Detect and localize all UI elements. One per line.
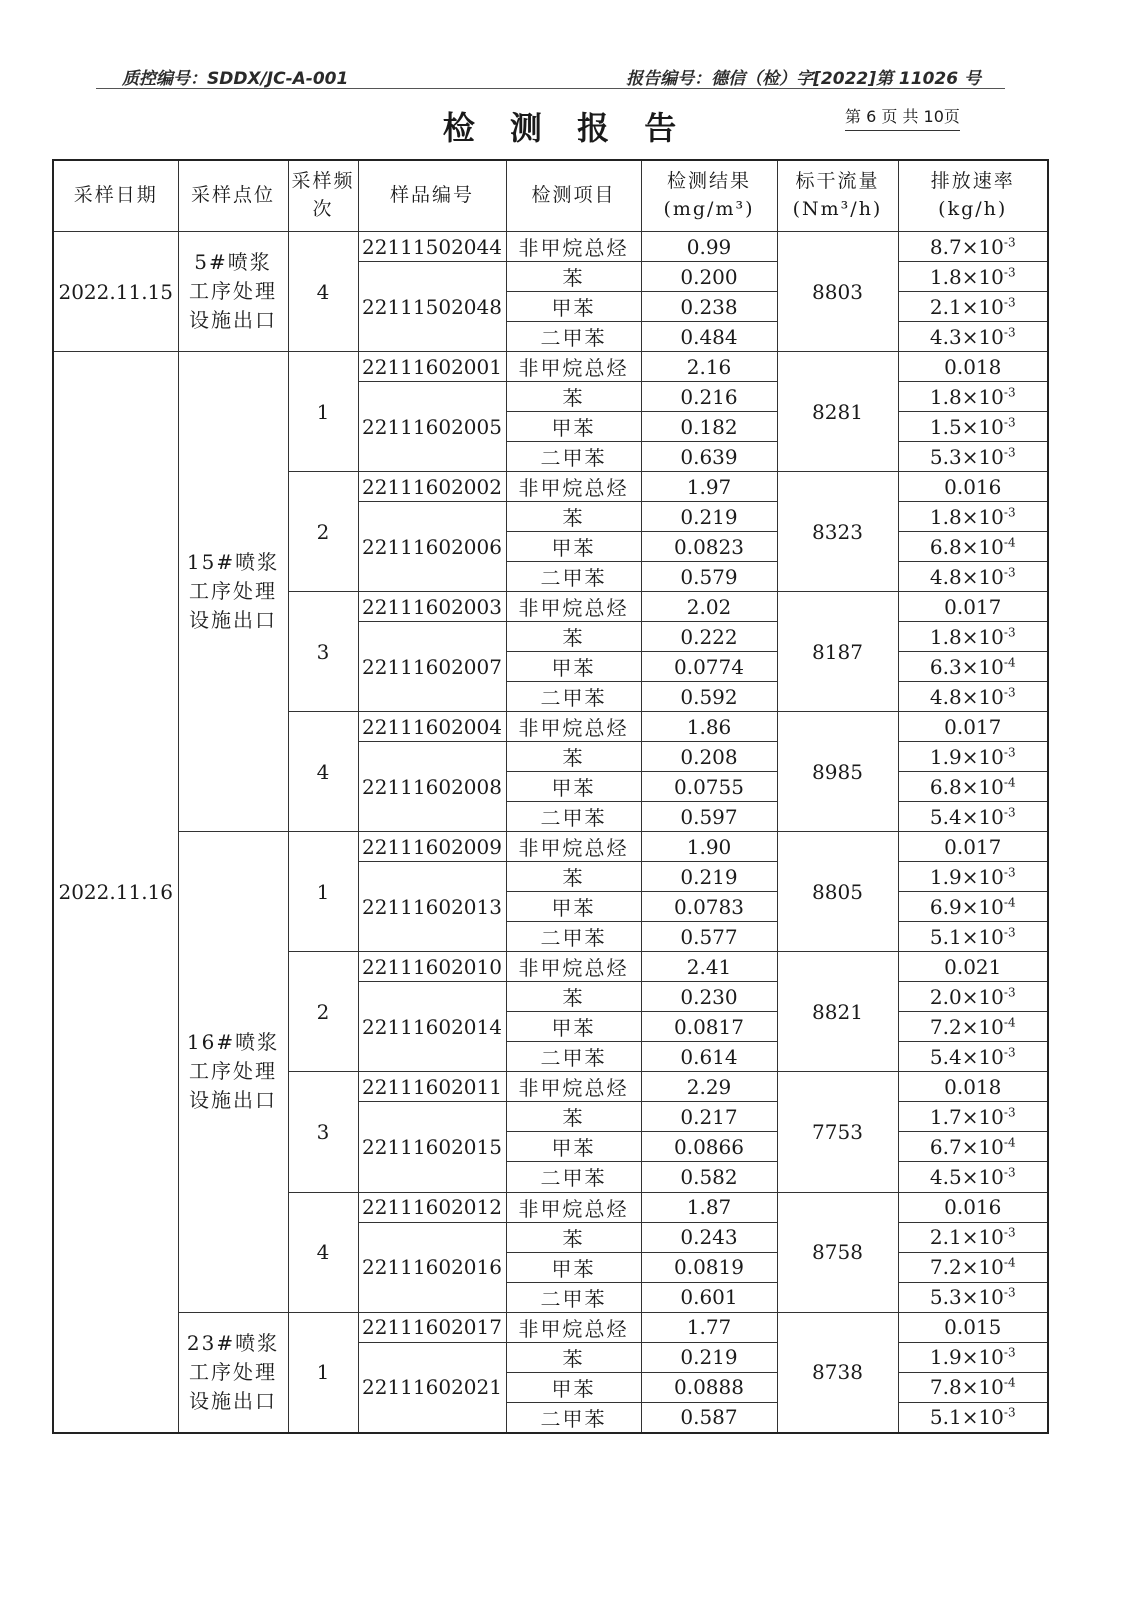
cell-frequency: 3 xyxy=(288,592,358,712)
cell-rate: 0.016 xyxy=(898,472,1048,502)
cell-rate: $5.3\times 10^{-3}$ xyxy=(898,1282,1048,1312)
cell-item: 苯 xyxy=(506,1102,641,1132)
cell-item: 甲苯 xyxy=(506,1132,641,1162)
cell-item: 甲苯 xyxy=(506,412,641,442)
cell-rate: $4.3\times 10^{-3}$ xyxy=(898,322,1048,352)
cell-flow: 8985 xyxy=(777,712,898,832)
table-body xyxy=(53,232,1048,1434)
cell-frequency: 1 xyxy=(288,1312,358,1433)
cell-sample-no: 22111602012 xyxy=(358,1192,506,1222)
cell-rate: $1.8\times 10^{-3}$ xyxy=(898,262,1048,292)
report-title: 检 测 报 告 xyxy=(442,109,689,147)
cell-frequency: 4 xyxy=(288,232,358,352)
cell-flow: 8758 xyxy=(777,1192,898,1312)
cell-rate: $4.8\times 10^{-3}$ xyxy=(898,562,1048,592)
cell-item: 甲苯 xyxy=(506,532,641,562)
cell-item: 非甲烷总烃 xyxy=(506,352,641,382)
cell-item: 二甲苯 xyxy=(506,682,641,712)
cell-result: 0.614 xyxy=(641,1042,777,1072)
cell-date: 2022.11.15 xyxy=(53,232,178,352)
cell-item: 二甲苯 xyxy=(506,442,641,472)
col-header-frequency: 采样频次 xyxy=(288,160,358,232)
cell-rate: $1.9\times 10^{-3}$ xyxy=(898,1342,1048,1372)
cell-sample-no: 22111602001 xyxy=(358,352,506,382)
cell-result: 1.77 xyxy=(641,1312,777,1342)
cell-flow: 8281 xyxy=(777,352,898,472)
cell-result: 0.592 xyxy=(641,682,777,712)
cell-rate: 0.015 xyxy=(898,1312,1048,1342)
cell-frequency: 4 xyxy=(288,1192,358,1312)
cell-item: 二甲苯 xyxy=(506,562,641,592)
cell-frequency: 4 xyxy=(288,712,358,832)
cell-item: 苯 xyxy=(506,502,641,532)
cell-rate: 0.017 xyxy=(898,712,1048,742)
cell-rate: $2.1\times 10^{-3}$ xyxy=(898,292,1048,322)
cell-result: 0.99 xyxy=(641,232,777,262)
cell-rate: $7.2\times 10^{-4}$ xyxy=(898,1252,1048,1282)
cell-item: 苯 xyxy=(506,622,641,652)
cell-rate: $1.8\times 10^{-3}$ xyxy=(898,382,1048,412)
col-header-point: 采样点位 xyxy=(178,160,288,232)
cell-point: 5#喷浆工序处理设施出口 xyxy=(178,232,288,352)
cell-rate: $1.7\times 10^{-3}$ xyxy=(898,1102,1048,1132)
cell-result: 2.29 xyxy=(641,1072,777,1102)
cell-rate: $5.1\times 10^{-3}$ xyxy=(898,922,1048,952)
cell-rate: 0.017 xyxy=(898,592,1048,622)
cell-rate: $1.9\times 10^{-3}$ xyxy=(898,742,1048,772)
cell-point: 15#喷浆工序处理设施出口 xyxy=(178,352,288,832)
cell-result: 0.243 xyxy=(641,1222,777,1252)
cell-result: 0.0774 xyxy=(641,652,777,682)
cell-flow: 8821 xyxy=(777,952,898,1072)
cell-item: 苯 xyxy=(506,382,641,412)
cell-item: 二甲苯 xyxy=(506,1162,641,1192)
cell-flow: 8738 xyxy=(777,1312,898,1433)
cell-rate: $4.8\times 10^{-3}$ xyxy=(898,682,1048,712)
cell-sample-no: 22111602007 xyxy=(358,622,506,712)
cell-flow: 8805 xyxy=(777,832,898,952)
cell-rate: $6.8\times 10^{-4}$ xyxy=(898,772,1048,802)
cell-item: 甲苯 xyxy=(506,1252,641,1282)
cell-rate: $5.4\times 10^{-3}$ xyxy=(898,1042,1048,1072)
header-divider xyxy=(96,88,1005,89)
table-row xyxy=(53,1312,1048,1342)
cell-rate: $7.8\times 10^{-4}$ xyxy=(898,1372,1048,1402)
cell-result: 0.587 xyxy=(641,1402,777,1433)
cell-item: 甲苯 xyxy=(506,772,641,802)
page-info: 第 6 页 共 10页 xyxy=(845,104,960,131)
cell-date: 2022.11.16 xyxy=(53,352,178,1433)
table-row xyxy=(53,352,1048,382)
cell-rate: $1.8\times 10^{-3}$ xyxy=(898,622,1048,652)
cell-result: 1.87 xyxy=(641,1192,777,1222)
col-header-result: 检测结果 (mg/m³) xyxy=(641,160,777,232)
cell-item: 非甲烷总烃 xyxy=(506,1192,641,1222)
cell-item: 甲苯 xyxy=(506,292,641,322)
cell-result: 0.219 xyxy=(641,1342,777,1372)
cell-frequency: 1 xyxy=(288,352,358,472)
col-header-date: 采样日期 xyxy=(53,160,178,232)
table-header-row xyxy=(53,160,1048,232)
cell-result: 0.200 xyxy=(641,262,777,292)
cell-result: 0.582 xyxy=(641,1162,777,1192)
col-header-sample-no: 样品编号 xyxy=(358,160,506,232)
cell-result: 0.639 xyxy=(641,442,777,472)
cell-result: 0.0823 xyxy=(641,532,777,562)
cell-sample-no: 22111602002 xyxy=(358,472,506,502)
cell-sample-no: 22111602014 xyxy=(358,982,506,1072)
cell-result: 0.0755 xyxy=(641,772,777,802)
cell-sample-no: 22111602009 xyxy=(358,832,506,862)
cell-item: 甲苯 xyxy=(506,1372,641,1402)
cell-flow: 8803 xyxy=(777,232,898,352)
cell-result: 1.86 xyxy=(641,712,777,742)
cell-sample-no: 22111602021 xyxy=(358,1342,506,1433)
cell-result: 2.02 xyxy=(641,592,777,622)
cell-item: 非甲烷总烃 xyxy=(506,232,641,262)
cell-sample-no: 22111502044 xyxy=(358,232,506,262)
cell-result: 0.0888 xyxy=(641,1372,777,1402)
table-row xyxy=(53,832,1048,862)
cell-item: 苯 xyxy=(506,742,641,772)
cell-sample-no: 22111602003 xyxy=(358,592,506,622)
cell-item: 非甲烷总烃 xyxy=(506,1312,641,1342)
cell-sample-no: 22111602013 xyxy=(358,862,506,952)
cell-sample-no: 22111602010 xyxy=(358,952,506,982)
cell-result: 0.208 xyxy=(641,742,777,772)
cell-item: 非甲烷总烃 xyxy=(506,472,641,502)
cell-rate: $6.8\times 10^{-4}$ xyxy=(898,532,1048,562)
cell-frequency: 2 xyxy=(288,472,358,592)
cell-result: 0.217 xyxy=(641,1102,777,1132)
cell-item: 甲苯 xyxy=(506,1012,641,1042)
cell-result: 0.484 xyxy=(641,322,777,352)
cell-item: 二甲苯 xyxy=(506,322,641,352)
cell-result: 0.222 xyxy=(641,622,777,652)
cell-item: 苯 xyxy=(506,262,641,292)
cell-point: 23#喷浆工序处理设施出口 xyxy=(178,1312,288,1433)
cell-rate: $7.2\times 10^{-4}$ xyxy=(898,1012,1048,1042)
cell-sample-no: 22111602006 xyxy=(358,502,506,592)
cell-item: 苯 xyxy=(506,862,641,892)
cell-result: 0.238 xyxy=(641,292,777,322)
cell-rate: 0.018 xyxy=(898,352,1048,382)
cell-rate: $5.1\times 10^{-3}$ xyxy=(898,1402,1048,1433)
cell-item: 苯 xyxy=(506,1222,641,1252)
cell-sample-no: 22111602016 xyxy=(358,1222,506,1312)
cell-result: 1.90 xyxy=(641,832,777,862)
cell-item: 苯 xyxy=(506,1342,641,1372)
cell-result: 2.41 xyxy=(641,952,777,982)
cell-result: 0.216 xyxy=(641,382,777,412)
cell-result: 0.0866 xyxy=(641,1132,777,1162)
cell-result: 0.0783 xyxy=(641,892,777,922)
cell-sample-no: 22111602008 xyxy=(358,742,506,832)
cell-flow: 7753 xyxy=(777,1072,898,1192)
cell-rate: $6.7\times 10^{-4}$ xyxy=(898,1132,1048,1162)
cell-item: 非甲烷总烃 xyxy=(506,592,641,622)
cell-rate: 0.017 xyxy=(898,832,1048,862)
cell-rate: $6.3\times 10^{-4}$ xyxy=(898,652,1048,682)
cell-result: 0.0817 xyxy=(641,1012,777,1042)
cell-flow: 8187 xyxy=(777,592,898,712)
cell-rate: 0.016 xyxy=(898,1192,1048,1222)
cell-item: 苯 xyxy=(506,982,641,1012)
cell-rate: $4.5\times 10^{-3}$ xyxy=(898,1162,1048,1192)
cell-result: 0.182 xyxy=(641,412,777,442)
cell-sample-no: 22111602015 xyxy=(358,1102,506,1192)
cell-result: 0.0819 xyxy=(641,1252,777,1282)
cell-sample-no: 22111502048 xyxy=(358,262,506,352)
col-header-rate: 排放速率 (kg/h) xyxy=(898,160,1048,232)
cell-item: 二甲苯 xyxy=(506,1042,641,1072)
cell-item: 二甲苯 xyxy=(506,802,641,832)
table-row xyxy=(53,232,1048,262)
cell-item: 甲苯 xyxy=(506,892,641,922)
col-header-flow: 标干流量 (Nm³/h) xyxy=(777,160,898,232)
cell-sample-no: 22111602005 xyxy=(358,382,506,472)
cell-rate: $5.3\times 10^{-3}$ xyxy=(898,442,1048,472)
cell-result: 0.219 xyxy=(641,862,777,892)
cell-result: 0.579 xyxy=(641,562,777,592)
cell-rate: 0.021 xyxy=(898,952,1048,982)
cell-rate: $8.7\times 10^{-3}$ xyxy=(898,232,1048,262)
cell-rate: $1.5\times 10^{-3}$ xyxy=(898,412,1048,442)
cell-item: 二甲苯 xyxy=(506,1282,641,1312)
results-table xyxy=(52,159,1049,1434)
cell-frequency: 2 xyxy=(288,952,358,1072)
cell-flow: 8323 xyxy=(777,472,898,592)
cell-point: 16#喷浆工序处理设施出口 xyxy=(178,832,288,1312)
cell-item: 二甲苯 xyxy=(506,1402,641,1433)
cell-result: 2.16 xyxy=(641,352,777,382)
cell-result: 1.97 xyxy=(641,472,777,502)
cell-sample-no: 22111602004 xyxy=(358,712,506,742)
cell-item: 二甲苯 xyxy=(506,922,641,952)
cell-result: 0.219 xyxy=(641,502,777,532)
cell-rate: 0.018 xyxy=(898,1072,1048,1102)
cell-rate: $5.4\times 10^{-3}$ xyxy=(898,802,1048,832)
cell-frequency: 3 xyxy=(288,1072,358,1192)
cell-item: 非甲烷总烃 xyxy=(506,952,641,982)
cell-rate: $1.9\times 10^{-3}$ xyxy=(898,862,1048,892)
cell-rate: $6.9\times 10^{-4}$ xyxy=(898,892,1048,922)
cell-rate: $2.0\times 10^{-3}$ xyxy=(898,982,1048,1012)
cell-rate: $1.8\times 10^{-3}$ xyxy=(898,502,1048,532)
cell-sample-no: 22111602017 xyxy=(358,1312,506,1342)
cell-result: 0.601 xyxy=(641,1282,777,1312)
cell-item: 非甲烷总烃 xyxy=(506,832,641,862)
cell-result: 0.230 xyxy=(641,982,777,1012)
cell-rate: $2.1\times 10^{-3}$ xyxy=(898,1222,1048,1252)
cell-item: 非甲烷总烃 xyxy=(506,1072,641,1102)
cell-frequency: 1 xyxy=(288,832,358,952)
col-header-item: 检测项目 xyxy=(506,160,641,232)
cell-sample-no: 22111602011 xyxy=(358,1072,506,1102)
cell-item: 非甲烷总烃 xyxy=(506,712,641,742)
cell-item: 甲苯 xyxy=(506,652,641,682)
report-number: 报告编号：德信（检）字[2022]第 11026 号 xyxy=(626,69,981,89)
cell-result: 0.597 xyxy=(641,802,777,832)
qc-number: 质控编号：SDDX/JC-A-001 xyxy=(122,69,349,89)
cell-result: 0.577 xyxy=(641,922,777,952)
